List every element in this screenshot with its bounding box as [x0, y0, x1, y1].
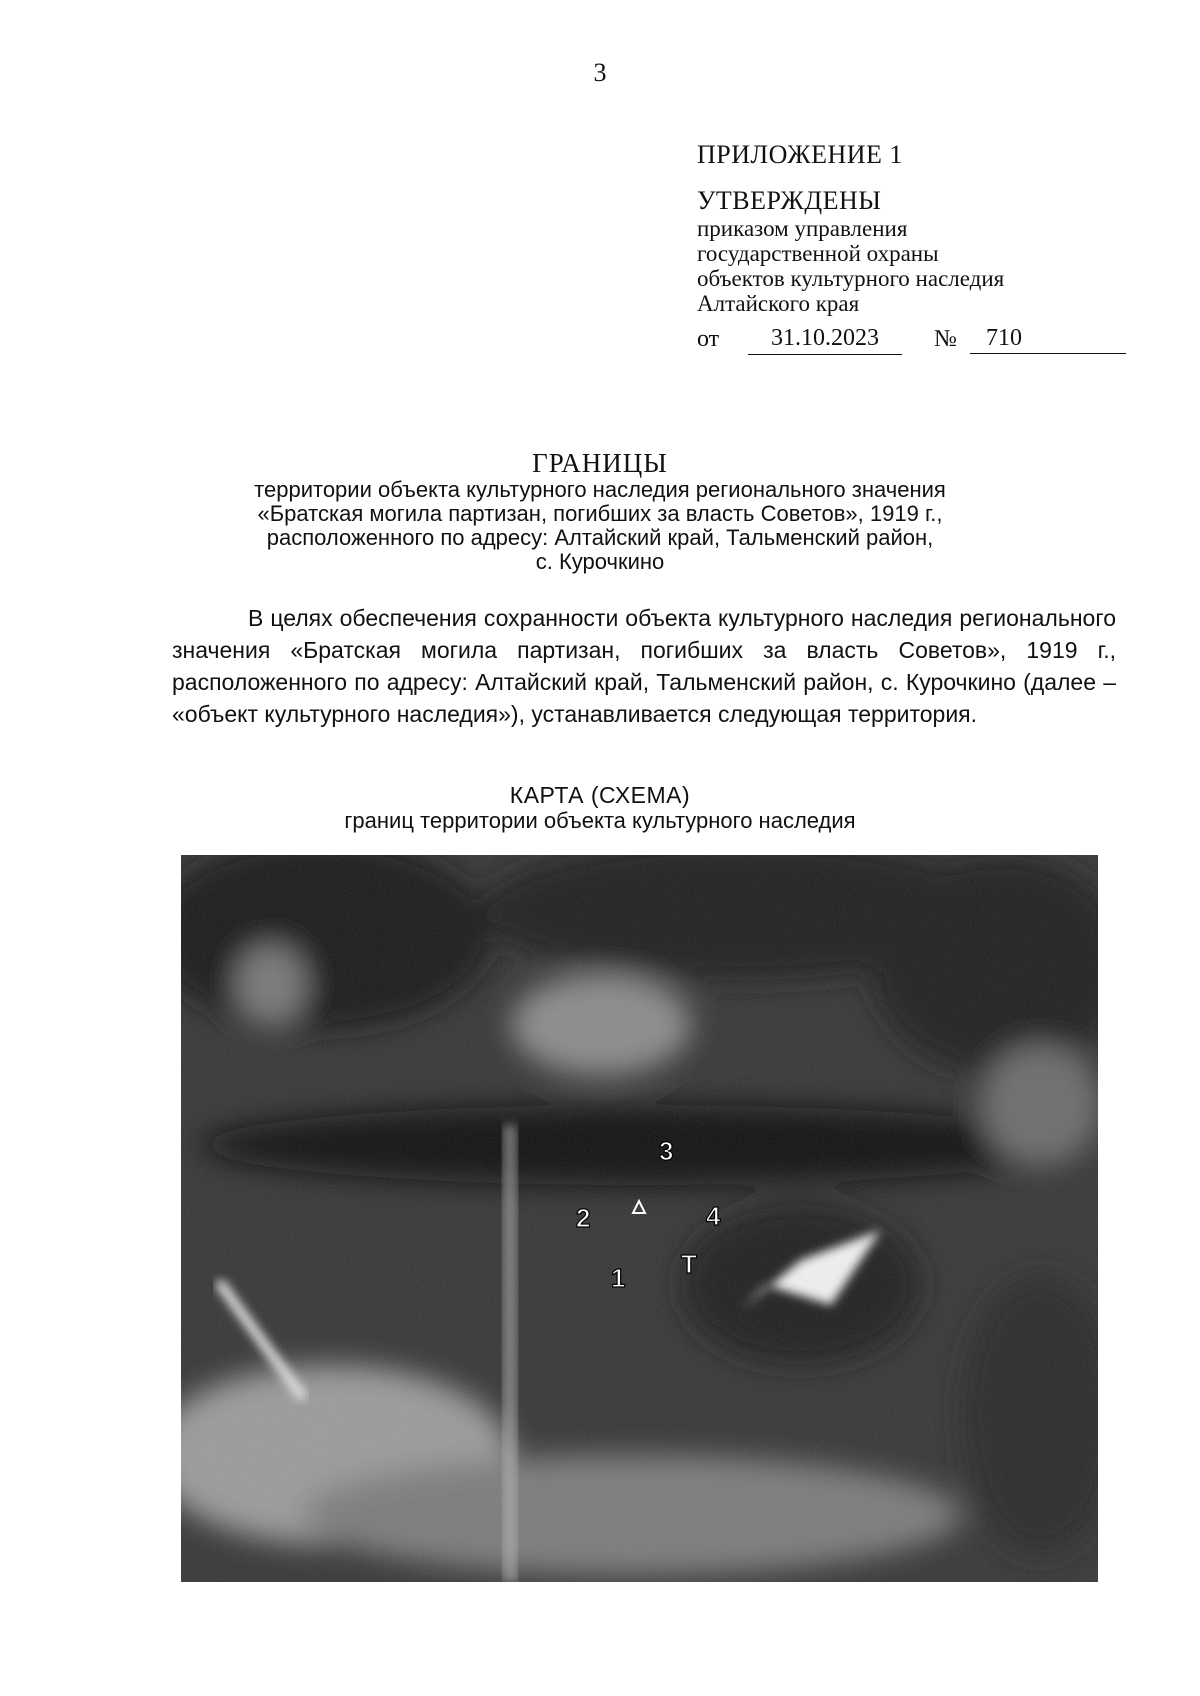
object-marker: Т	[681, 1249, 697, 1279]
subtitle-line: «Братская могила партизан, погибших за власть Советов», 1919 г.,	[257, 501, 943, 526]
map-svg	[181, 855, 1098, 1582]
appendix-block	[697, 140, 1137, 358]
map-title: КАРТА (СХЕМА)	[509, 782, 691, 808]
document-title: ГРАНИЦЫ	[532, 448, 668, 478]
approval-line: Алтайского края	[697, 291, 860, 316]
approval-line: объектов культурного наследия	[697, 266, 1005, 291]
document-subtitle	[200, 478, 1000, 574]
boundary-point-3: 3	[659, 1136, 674, 1166]
page-number: 3	[593, 58, 607, 87]
approval-line: приказом управления	[697, 216, 908, 241]
number-sign: №	[934, 326, 957, 352]
map-subtitle: границ территории объекта культурного наследия	[344, 808, 856, 833]
boundary-point-4: 4	[706, 1201, 721, 1231]
order-date-number-row	[697, 322, 1137, 358]
subtitle-line: с. Курочкино	[535, 549, 665, 574]
satellite-map-image	[181, 855, 1098, 1582]
subtitle-line: территории объекта культурного наследия регионального значения	[254, 477, 946, 502]
appendix-title: ПРИЛОЖЕНИЕ 1	[697, 140, 903, 169]
boundary-point-1: 1	[611, 1263, 626, 1293]
boundary-point-2: 2	[576, 1203, 591, 1233]
order-date: 31.10.2023	[748, 322, 902, 355]
subtitle-line: расположенного по адресу: Алтайский край, Тальменский район,	[266, 525, 934, 550]
order-number: 710	[970, 322, 1126, 354]
approval-line: государственной охраны	[697, 241, 939, 266]
from-label: от	[697, 326, 720, 352]
approved-title: УТВЕРЖДЕНЫ	[697, 186, 882, 215]
body-paragraph: В целях обеспечения сохранности объекта культурного наследия регионального значения «Братская могила партизан, погибших за власть Советов», 1919 г., расположенного по адресу: Алтайский край, Тальменский район, с. Курочкино (далее – «объект культурного наследия»), устанавливается следующая территория.	[172, 605, 1116, 727]
